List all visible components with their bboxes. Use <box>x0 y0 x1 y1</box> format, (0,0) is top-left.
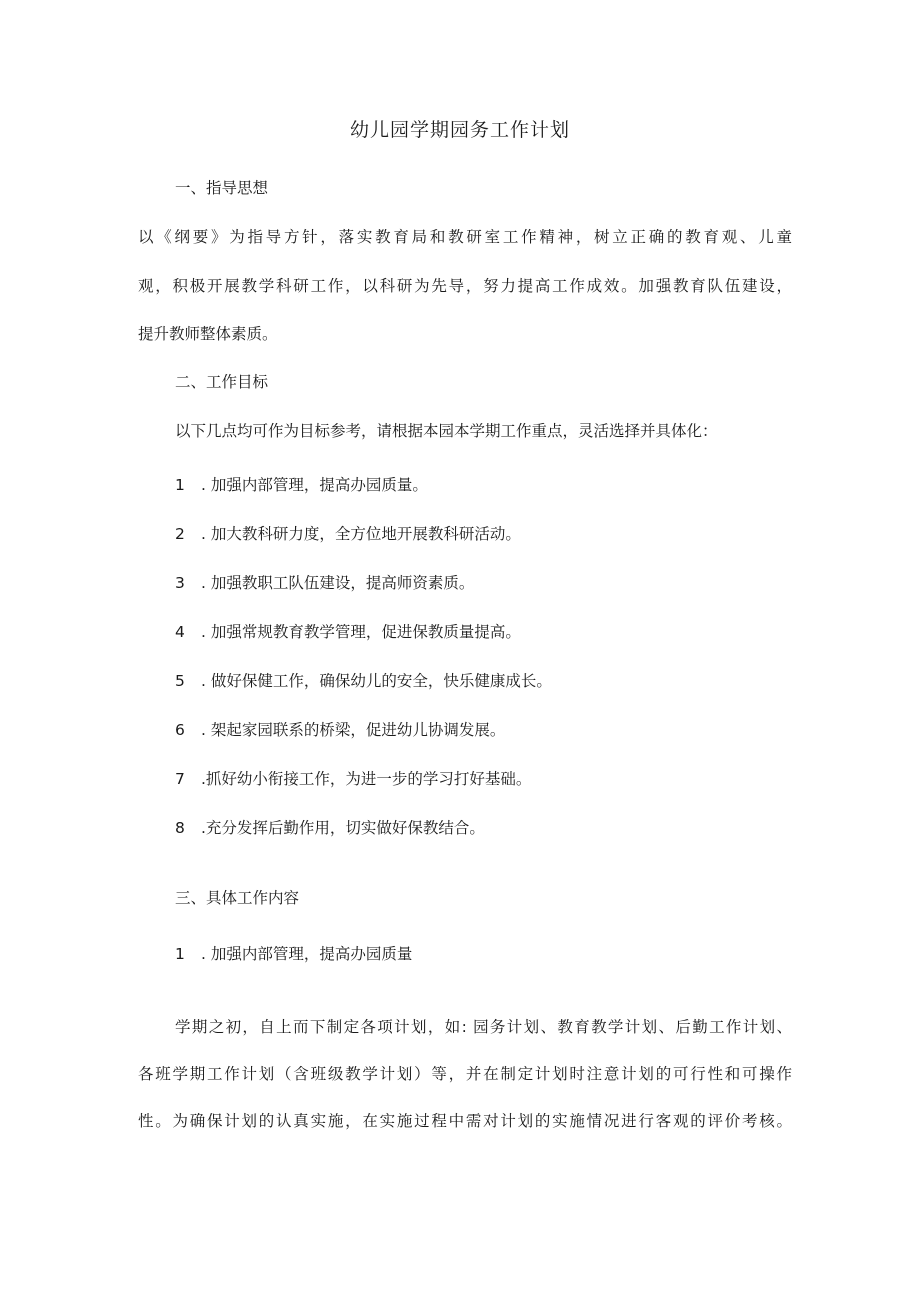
list-item <box>175 669 552 693</box>
section-heading-work-content: 三、具体工作内容 <box>175 889 300 907</box>
list-item-number: 8 <box>175 819 185 837</box>
list-item-number: 6 <box>175 721 185 739</box>
goals-intro: 以下几点均可作为目标参考，请根据本园本学期工作重点，灵活选择并具体化： <box>175 422 718 440</box>
list-item-number: 5 <box>175 672 185 690</box>
list-item-text: . 做好保健工作，确保幼儿的安全，快乐健康成长。 <box>201 672 552 690</box>
list-item-number: 3 <box>175 574 185 592</box>
list-item-text: . 架起家园联系的桥梁，促进幼儿协调发展。 <box>201 721 506 739</box>
paragraph-line: 提升教师整体素质。 <box>138 325 278 343</box>
list-item-text: . 加强教职工队伍建设，提高师资素质。 <box>201 574 475 592</box>
list-item <box>175 718 505 742</box>
list-item-text: . 加大教科研力度，全方位地开展教科研活动。 <box>201 525 521 543</box>
subsection-heading <box>175 942 412 966</box>
list-item-number: 7 <box>175 770 185 788</box>
section-heading-work-goals: 二、工作目标 <box>175 373 269 391</box>
list-item-text: . 加强常规教育教学管理，促进保教质量提高。 <box>201 623 521 641</box>
list-item-text: .抓好幼小衔接工作，为进一步的学习打好基础。 <box>201 770 532 788</box>
paragraph-line: 各班学期工作计划（含班级教学计划）等，并在制定计划时注意计划的可行性和可操作 <box>138 1065 792 1083</box>
list-item <box>175 571 474 595</box>
section-heading-guiding-ideology: 一、指导思想 <box>175 179 269 197</box>
paragraph-line: 观，积极开展教学科研工作，以科研为先导，努力提高工作成效。加强教育队伍建设， <box>138 277 792 295</box>
subsection-number: 1 <box>175 945 185 963</box>
list-item <box>175 620 521 644</box>
paragraph-line: 以《纲要》为指导方针，落实教育局和教研室工作精神，树立正确的教育观、儿童 <box>138 228 792 246</box>
list-item <box>175 816 485 840</box>
list-item <box>175 473 428 497</box>
list-item-number: 1 <box>175 476 185 494</box>
document-title: 幼儿园学期园务工作计划 <box>349 119 570 141</box>
subsection-text: . 加强内部管理，提高办园质量 <box>201 945 413 963</box>
paragraph-line: 学期之初，自上而下制定各项计划，如: 园务计划、教育教学计划、后勤工作计划、 <box>175 1018 792 1036</box>
list-item <box>175 522 521 546</box>
list-item-number: 2 <box>175 525 185 543</box>
list-item <box>175 767 531 791</box>
paragraph-line: 性。为确保计划的认真实施，在实施过程中需对计划的实施情况进行客观的评价考核。 <box>138 1112 792 1130</box>
list-item-text: .充分发挥后勤作用，切实做好保教结合。 <box>201 819 485 837</box>
list-item-text: . 加强内部管理，提高办园质量。 <box>201 476 428 494</box>
list-item-number: 4 <box>175 623 185 641</box>
